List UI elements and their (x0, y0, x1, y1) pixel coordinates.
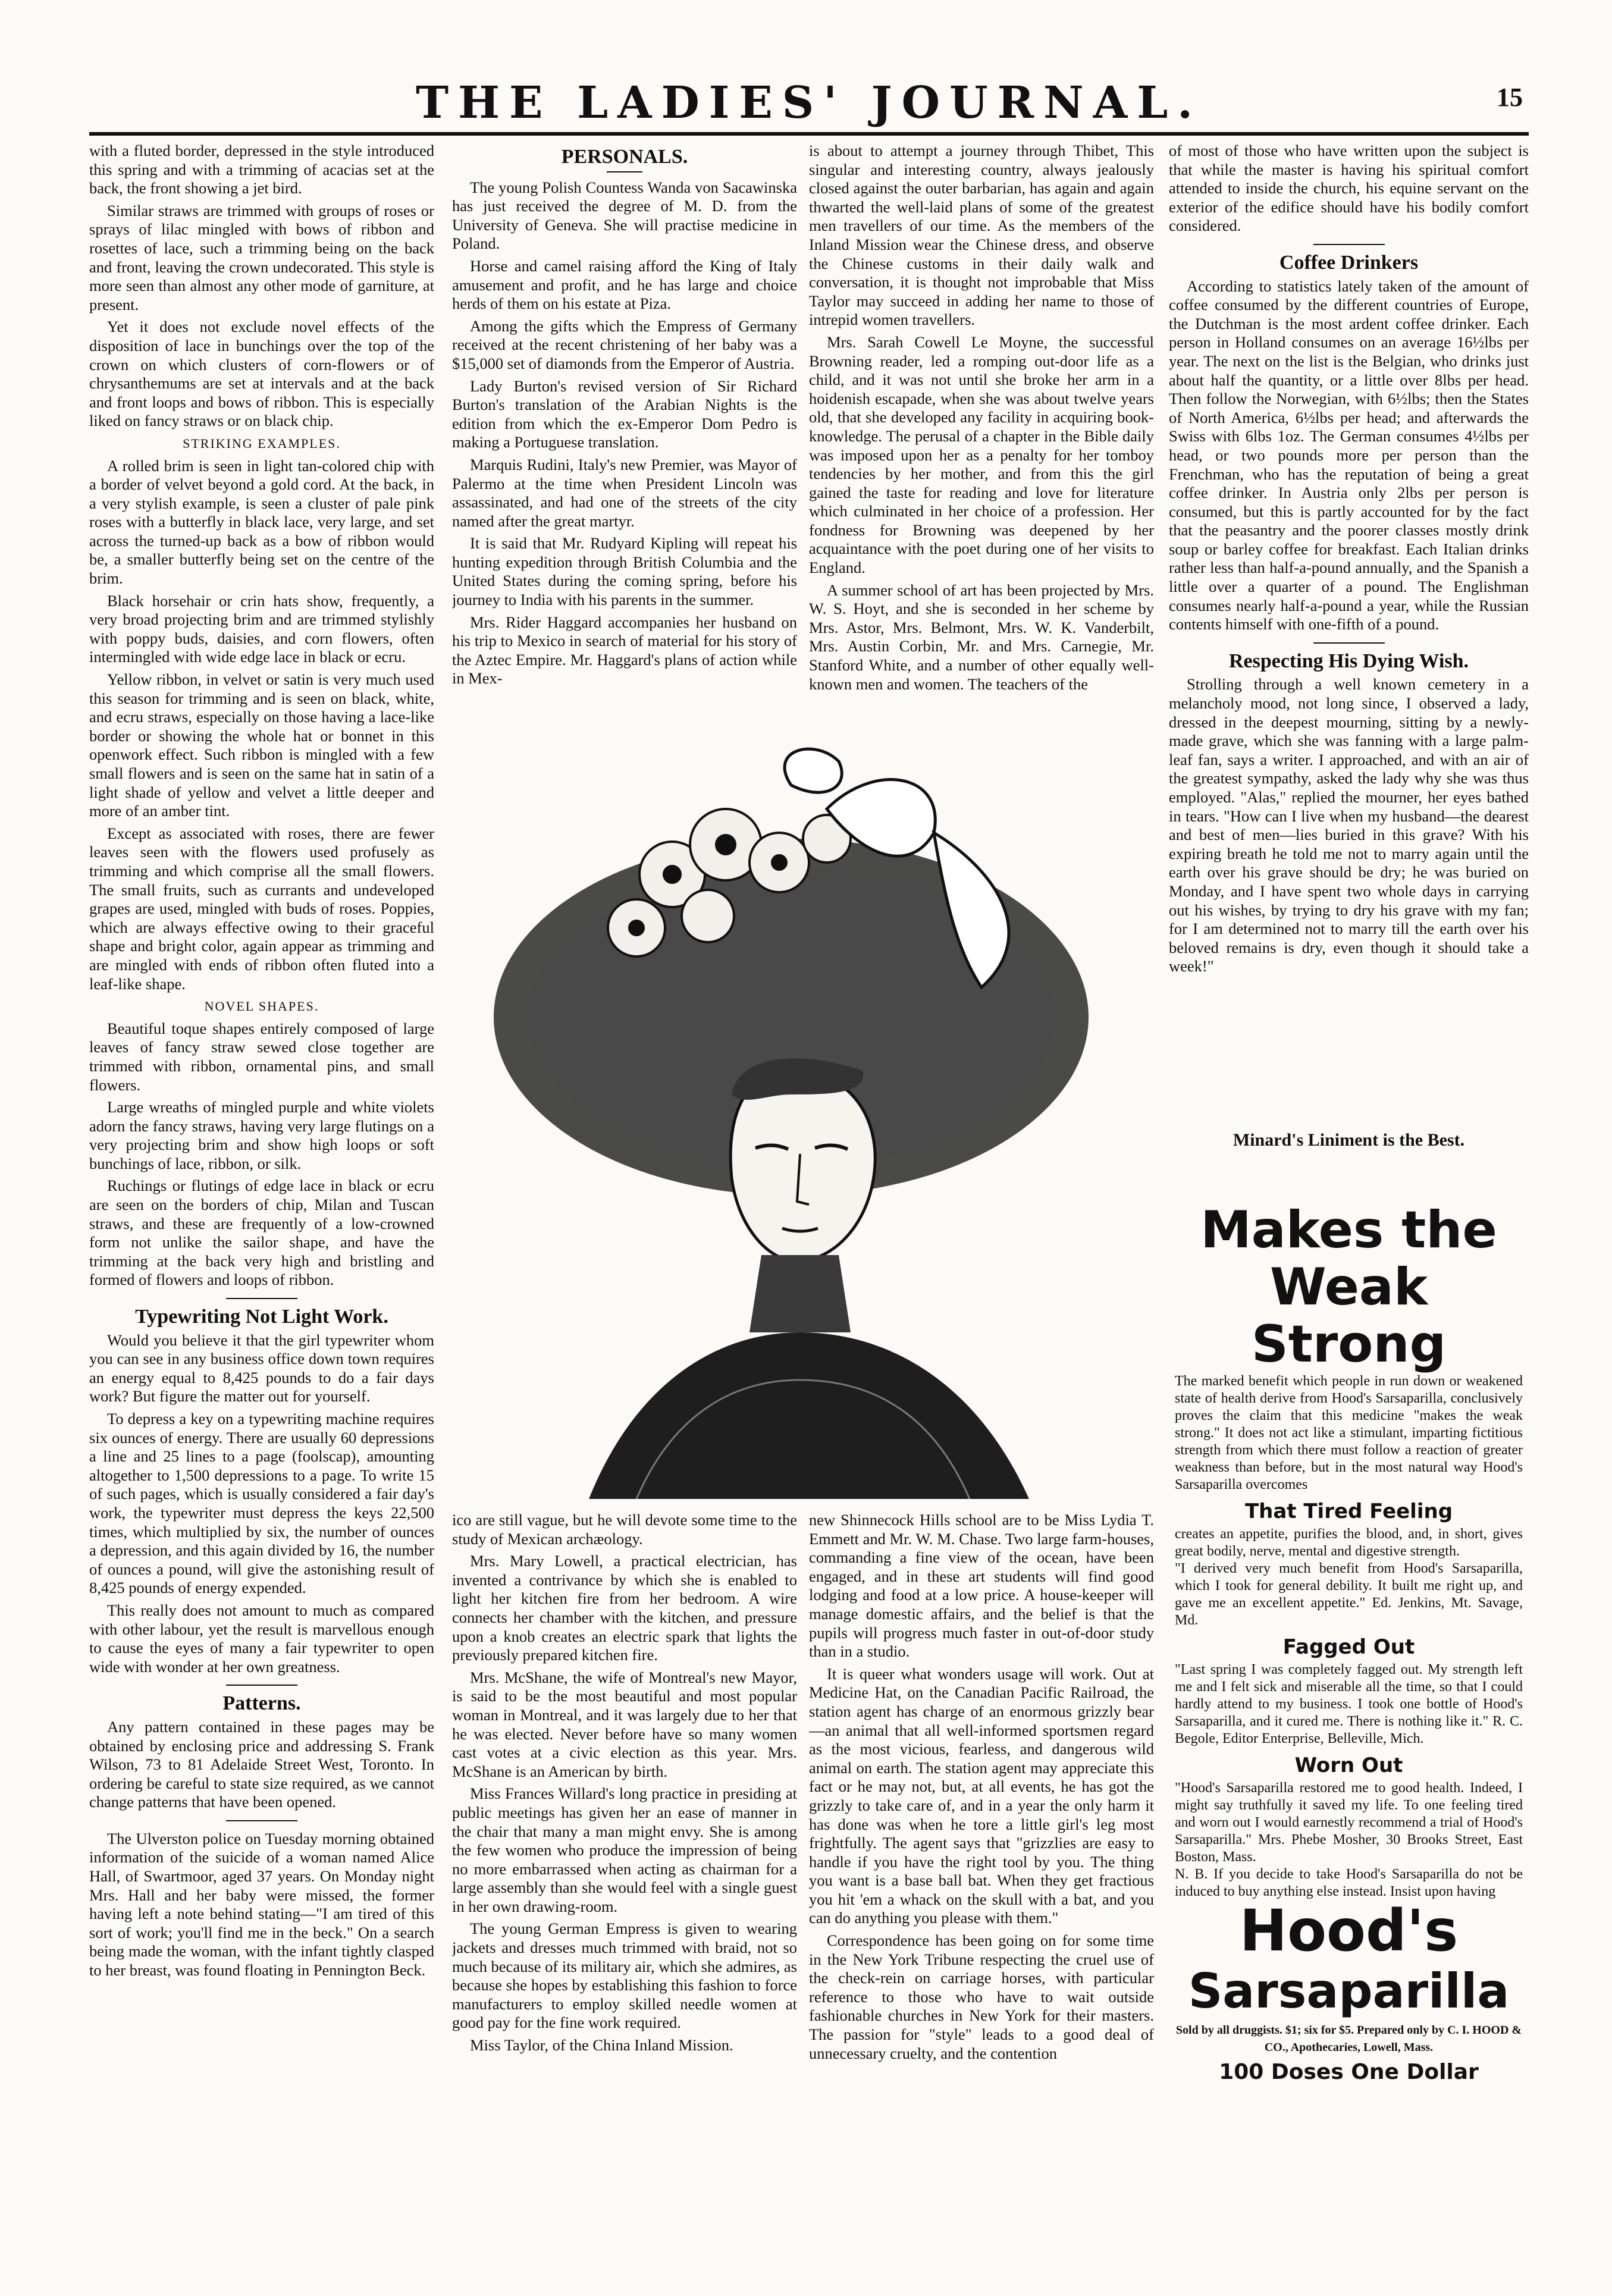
paragraph: Yellow ribbon, in velvet or satin is very much used this season for trimming and is seen on black, white, and ecru straws, especially on those having a lace-like border or showing the whole hat or bonnet in this openwork effect. Such ribbon is mingled with a few small flowers and is seen on the same hat in satin of a light shade of yellow and velvet a little deeper and more of an amber tint. (89, 670, 434, 820)
ad-testimonial: "Last spring I was completely fagged out. My strength left me and I felt sick and miserable all the time, so that I could hardly attend to my business. I took one bottle of Hood's Sarsaparilla, and it cured me. There is nothing like it." R. C. Begole, Editor Enterprise, Belleville, Mich. (1175, 1662, 1523, 1746)
paragraph: Strolling through a well known cemetery in a melancholy mood, not long since, I observed a lady, dressed in the deepest mourning, sitting by a newly-made grave, which she was fanning with a large palm-leaf fan, says a writer. I approached, and with an air of the greatest sympathy, asked the lady why she was thus employed. "Alas," replied the mourner, her eyes bathed in tears. "How can I live when my husband—the dearest and best of men—lies buried in this grave? With his expiring breath he told me not to marry again until the earth over his grave should be dry; he was buried on Monday, and I have spent two whole days in carrying out his wishes, by trying to dry his grave with my fan; for I am determined not to marry till the earth over his beloved remains is dry, even though it should take a week!" (1169, 675, 1529, 976)
column-3-top (809, 142, 1154, 826)
paragraph: Among the gifts which the Empress of Germany received at the recent christening of her baby was a $15,000 set of diamonds from the Emperor of Austria. (452, 316, 797, 372)
ad-footer: 100 Doses One Dollar (1219, 2060, 1479, 2084)
paragraph: Horse and camel raising afford the King of Italy amusement and profit, and he has large and choice herds of them on his estate at Piza. (452, 256, 797, 313)
paragraph: It is queer what wonders usage will work. Out at Medicine Hat, on the Canadian Pacific Railroad, the station agent has charge of an enormous grizzly bear—an animal that all well-informed sportsmen regard as the most vicious, fearless, and dangerous wild animal on earth. The station agent may appreciate this fact or he may not, but, at all events, he has got the grizzly to take care of, and in a year the only harm it has done was when he tore a little girl's leg most frightfully. The agent says that "grizzlies are easy to handle if you have the right tool by you. The thing you want is a base ball bat. When they get fractious you hit 'em a whack on the skull with a bat, and you can do anything you please with them." (809, 1664, 1154, 1927)
masthead (89, 71, 1529, 131)
paragraph: Similar straws are trimmed with groups of roses or sprays of lilac mingled with bows of ribbon and rosettes of lace, such a trimming being on the back and front, leaving the crown undecorated. This style is more seen than almost any other mode of garniture, at present. (89, 201, 434, 313)
paragraph: A rolled brim is seen in light tan-colored chip with a border of velvet beyond a gold cord. At the back, in a very stylish example, is seen a cluster of pale pink roses with a butterfly in black lace, very large, and set across the turned-up back as a bow of ribbon would be, a smaller butterfly being set on the centre of the brim. (89, 456, 434, 588)
paragraph: with a fluted border, depressed in the style introduced this spring and with a trimming of acacias set at the back, the front showing a jet bird. (89, 142, 434, 197)
paragraph: A summer school of art has been projected by Mrs. W. S. Hoyt, and she is seconded in her scheme by Mrs. Astor, Mrs. Belmont, Mrs. W. K. Vanderbilt, Mrs. Austin Corbin, Mr. and Mrs. Carnegie, Mr. Stanford White, and a number of other equally well-known men and women. The teachers of the (809, 581, 1154, 693)
divider (1313, 244, 1385, 245)
ad-subhead-fagged: Fagged Out (1282, 1635, 1415, 1659)
paragraph: Mrs. Mary Lowell, a practical electrician, has invented a contrivance by which she is enabled to light her kitchen fire from her bedroom. A wire connects her chamber with the kitchen, and pressure upon a knob creates an electric spark that lights the previously prepared kitchen fire. (452, 1552, 797, 1664)
heading-personals: PERSONALS. (561, 146, 688, 168)
paragraph: Beautiful toque shapes entirely composed of large leaves of fancy straw sewed close together are trimmed with ribbon, ornamental pins, and small flowers. (89, 1019, 434, 1094)
paragraph: Yet it does not exclude novel effects of the disposition of lace in bunchings over the top of the crown on which clusters of corn-flowers or of chrysanthemums are set at intervals and at the back and front loops and bows of ribbon. This is especially liked on fancy straws or on black chip. (89, 318, 434, 430)
ad-small-print: Sold by all druggists. $1; six for $5. Prepared only by C. I. HOOD & CO., Apothecaries, Lowell, Mass. (1175, 2024, 1522, 2054)
paragraph: Mrs. Sarah Cowell Le Moyne, the successful Browning reader, led a romping out-door life as a child, and it was not until she broke her arm in a hoidenish escapade, when she was about twelve years old, that she developed any facility in acquiring book-knowledge. The perusal of a chapter in the Bible daily was imposed upon her as a penalty for her tomboy tendencies by her mother, and from this the girl gained the taste for reading and love for literature which culminated in her choice of a profession. Her fondness for Browning was deepened by her acquaintance with the poet during one of her visits to England. (809, 333, 1154, 577)
paragraph: The Ulverston police on Tuesday morning obtained information of the suicide of a woman named Alice Hall, of Swartmoor, aged 37 years. On Monday night Mrs. Hall and her baby were missed, the former having left a note behind stating—"I am tired of this sort of work; you'll find me in the beck." On a search being made the woman, with the infant tightly clasped to her breast, was found floating in Pennington Beck. (89, 1829, 434, 1980)
paragraph: Lady Burton's revised version of Sir Richard Burton's translation of the Arabian Nights is the edition from which the ex-Emperor Dom Pedro is making a Portuguese translation. (452, 377, 797, 451)
column-3-bottom (809, 1511, 1154, 2242)
paragraph: This really does not amount to much as compared with other labour, yet the result is marvellous enough to cause the eyes of many a fair typewriter to open wide with wonder at her own greatness. (89, 1601, 434, 1676)
paragraph: Ruchings or flutings of edge lace in black or ecru are seen on the borders of chip, Milan and Tuscan straws, and these are frequently of a low-crowned form not unlike the sailor shape, and have the trimming at the back very high and bristling and formed of flowers and loops of ribbon. (89, 1177, 434, 1289)
paragraph: Black horsehair or crin hats show, frequently, a very broad projecting brim and are trimmed stylishly with poppy buds, daisies, and corn flowers, often intermingled with wide edge lace in black or ecru. (89, 591, 434, 666)
paragraph: ico are still vague, but he will devote some time to the study of Mexican archæology. (452, 1511, 797, 1548)
heading-coffee-drinkers: Coffee Drinkers (1279, 251, 1419, 274)
ad-note: N. B. If you decide to take Hood's Sarsaparilla do not be induced to buy anything else instead. Insist upon having (1175, 1867, 1523, 1899)
paragraph: new Shinnecock Hills school are to be Miss Lydia T. Emmett and Mr. W. M. Chase. Two large farm-houses, commanding a fine view of the ocean, have been engaged, and in these art students will find good lodging and food at a low price. A house-keeper will manage domestic affairs, and the belief is that the pupils will progress much faster in out-of-door study than in a studio. (809, 1511, 1154, 1661)
heading-patterns: Patterns. (222, 1692, 301, 1715)
hoods-sarsaparilla-ad (1169, 1202, 1529, 2248)
subheading-novel-shapes: NOVEL SHAPES. (204, 999, 319, 1014)
ad-headline-1: Makes the (1200, 1200, 1497, 1260)
paragraph: The young German Empress is given to wearing jackets and dresses much trimmed with braid, not so much because of its military air, which she admires, as because she hopes by establishing this fashion to force manufacturers to employ skilled needle women at good pay for the fine work required. (452, 1919, 797, 2032)
divider (607, 171, 642, 172)
column-4 (1169, 142, 1529, 1260)
ad-testimonial: "I derived very much benefit from Hood's Sarsaparilla, which I took for general debility. It built me right up, and gave me an excellent appetite." Ed. Jenkins, Mt. Savage, Md. (1175, 1561, 1523, 1628)
ad-brand-hoods: Hood's (1239, 1897, 1459, 1964)
paragraph: Mrs. McShane, the wife of Montreal's new Mayor, is said to be the most beautiful and most popular woman in Montreal, and it was largely due to her that he was elected. Never before have so many women cast votes at a civic election as this year. Mrs. McShane is an American by birth. (452, 1668, 797, 1780)
paragraph: It is said that Mr. Rudyard Kipling will repeat his hunting expedition through British Columbia and the United States during the coming spring, before his journey to India with his parents in the summer. (452, 534, 797, 609)
page-number: 15 (1497, 83, 1523, 112)
column-2-bottom (452, 1511, 797, 2242)
paragraph: Marquis Rudini, Italy's new Premier, was Mayor of Palermo at the time when President Lincoln was assassinated, and had one of the streets of the city named after the great martyr. (452, 455, 797, 530)
ad-subhead-worn: Worn Out (1294, 1754, 1403, 1777)
heading-dying-wish: Respecting His Dying Wish. (1228, 650, 1469, 672)
ad-text: creates an appetite, purifies the blood, and, in short, gives great bodily, nerve, mental and digestive strength. (1175, 1526, 1523, 1559)
paragraph: Would you believe it that the girl typewriter whom you can see in any business office down town requires an energy equal to 8,425 pounds to do a fair days work? But figure the matter out for yourself. (89, 1331, 434, 1406)
divider (226, 1820, 297, 1821)
paragraph: Correspondence has been going on for some time in the New York Tribune respecting the cruel use of the check-rein on carriage horses, with particular reference to those who have to wait outside fashionable churches in New York for their masters. The passion for "style" leads to a good deal of unnecessary cruelty, and the contention (809, 1931, 1154, 2062)
paragraph: is about to attempt a journey through Thibet, This singular and interesting country, always jealously closed against the outer barbarian, has again and again thwarted the well-laid plans of some of the greatest men travellers of our time. As the members of the Inland Mission wear the Chinese dress, and observe the Chinese customs in their daily walk and conversation, it is thought not improbable that Miss Taylor may succeed in adding her name to those of intrepid women travellers. (809, 142, 1154, 329)
divider (1313, 642, 1385, 644)
ad-headline-2: Weak Strong (1251, 1257, 1447, 1374)
paragraph: Any pattern contained in these pages may be obtained by enclosing price and addressing S. Frank Wilson, 73 to 81 Adelaide Street West, Toronto. In ordering be careful to state size required, as we cannot change patterns that have been opened. (89, 1717, 434, 1811)
ad-subhead-tired: That Tired Feeling (1244, 1500, 1453, 1523)
minards-liniment-ad: Minard's Liniment is the Best. (1232, 1130, 1465, 1150)
column-2-top (452, 142, 797, 826)
column-1 (89, 142, 434, 2223)
collar-and-shoulders (589, 1255, 1029, 1499)
paragraph: of most of those who have written upon the subject is that while the master is having his spiritual comfort attended to inside the church, his equine servant on the exterior of the edifice should have his bodily comfort considered. (1169, 142, 1529, 235)
ad-intro: The marked benefit which people in run down or weakened state of health derive from Hood's Sarsaparilla, conclusively proves the claim that this medicine "makes the weak strong." It does not act like a stimulant, imparting fictitious strength from which there must follow a reaction of greater weakness than before, but in the most natural way Hood's Sarsaparilla overcomes (1175, 1373, 1523, 1492)
ad-testimonial: "Hood's Sarsaparilla restored me to good health. Indeed, I might say truthfully it saved my life. To one feeling tired and worn out I would earnestly recommend a trial of Hood's Sarsaparilla." Mrs. Phebe Mosher, 30 Brooks Street, East Boston, Mass. (1175, 1780, 1523, 1865)
masthead-rule (89, 132, 1529, 136)
paragraph: Miss Taylor, of the China Inland Mission. (470, 2036, 733, 2055)
hat-illustration (458, 738, 1154, 1499)
divider (226, 1685, 297, 1686)
subheading-striking-examples: STRIKING EXAMPLES. (183, 435, 341, 451)
paragraph: The young Polish Countess Wanda von Sacawinska has just received the degree of M. D. from the University of Geneva. She will practise medicine in Poland. (452, 178, 797, 253)
heading-typewriting: Typewriting Not Light Work. (135, 1306, 388, 1328)
divider (226, 1298, 297, 1299)
paragraph: Miss Frances Willard's long practice in presiding at public meetings has given her an ease of manner in the chair that many a man might envy. She is among the few women who produce the impression of being no more embarrassed when acting as chairman for a large assembly than she would feel with a single guest in her own drawing-room. (452, 1784, 797, 1915)
paragraph: According to statistics lately taken of the amount of coffee consumed by the different countries of Europe, the Dutchman is the most ardent coffee drinker. Each person in Holland consumes on an average 16½lbs per year. The next on the list is the Belgian, who drinks just about half the quantity, or a little over 8lbs per head. Then follow the Norwegian, with 6½lbs; then the States of North America, 6½lbs per head; and afterwards the Swiss with 6lbs 1oz. The German consumes 4½lbs per head, or two pounds more per person than the Frenchman, who has the reputation of being a great coffee drinker. In Austria only 2lbs per person is consumed, but this is partly accounted for by the fact that the peasantry and the poorer classes mostly drink soup or barley coffee for breakfast. Each Italian drinks rather less than half-a-pound annually, and the Spanish a little over a quarter of a pound. The Englishman consumes nearly half-a-pound a year, while the Russian contents himself with one-fifth of a pound. (1169, 277, 1529, 633)
paragraph: Mrs. Rider Haggard accompanies her husband on his trip to Mexico in search of material for his story of the Aztec Empire. Mr. Haggard's plans of action while in Mex- (452, 613, 797, 688)
paragraph: Except as associated with roses, there are fewer leaves seen with the flowers used profusely as trimming and which comprise all the small flowers. The small fruits, such as currants and undeveloped grapes are used, mingled with buds of roses. Poppies, which are always effective owing to their graceful shape and bright color, again appear as trimming and are mingled with ends of ribbon often fluted into a leaf-like shape. (89, 824, 434, 993)
paragraph: To depress a key on a typewriting machine requires six ounces of energy. There are usually 60 depressions a line and 25 lines to a page (foolscap), amounting altogether to 1,500 depressions to a page. To write 15 of such pages, which is usually considered a fair day's work, the typewriter must depress the keys 22,500 times, which multiplied by six, the number of ounces a depression, and this again divided by 16, the number of ounces a pound, will give the astonishing result of 8,425 pounds of energy expended. (89, 1410, 434, 1597)
masthead-title: THE LADIES' JOURNAL. (416, 77, 1202, 128)
paragraph: Large wreaths of mingled purple and white violets adorn the fancy straws, having very large flutings on a very projecting brim and show high loops or soft bunchings of lace, ribbon, or silk. (89, 1098, 434, 1172)
ad-brand-sarsaparilla: Sarsaparilla (1188, 1963, 1510, 2019)
